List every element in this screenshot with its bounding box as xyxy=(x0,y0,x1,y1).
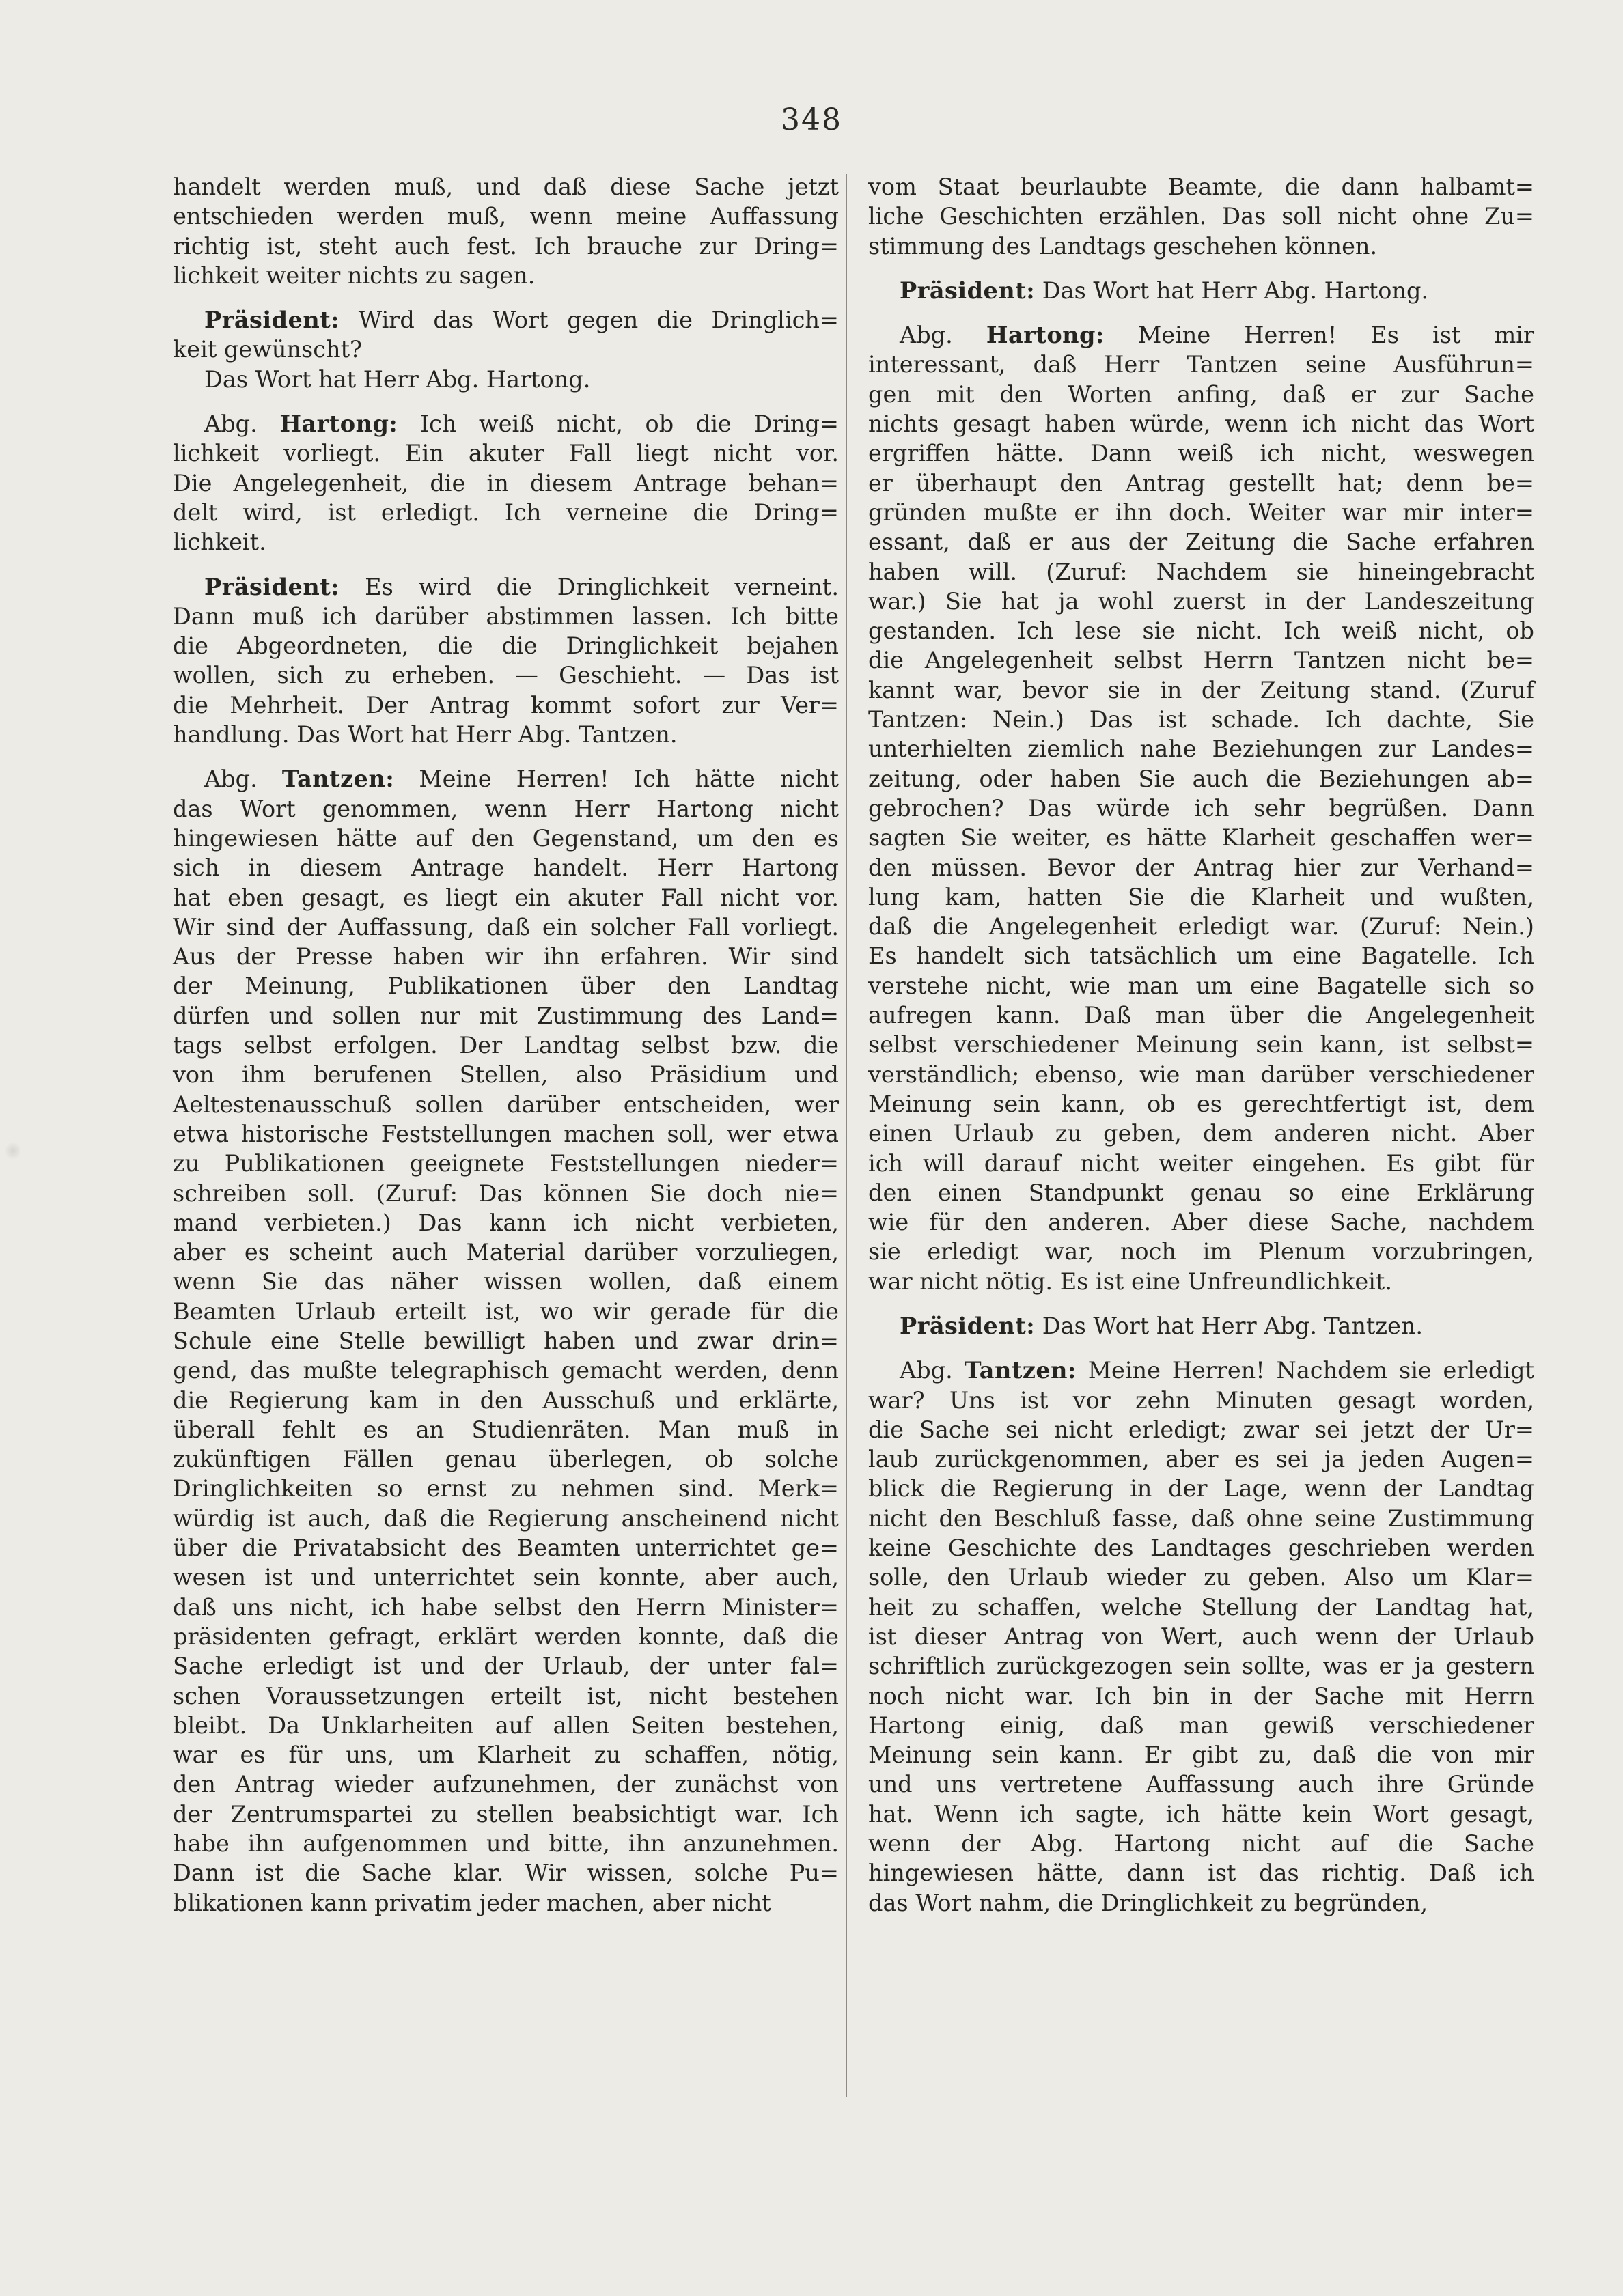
text-line: Aus der Presse haben wir ihn erfahren. Wir sind xyxy=(173,943,839,970)
text-line: lung kam, hatten Sie die Klarheit und wußten, xyxy=(868,883,1534,910)
text-line: sie erledigt war, noch im Plenum vorzubringen, xyxy=(868,1238,1534,1265)
text-line: gebrochen? Das würde ich sehr begrüßen. Dann xyxy=(868,794,1534,822)
text-line: präsidenten gefragt, erklärt werden konnte, daß die xyxy=(173,1623,839,1650)
text-paragraph xyxy=(173,365,839,394)
text-line: gend, das mußte telegraphisch gemacht werden, denn xyxy=(173,1357,839,1384)
text-line: war? Uns ist vor zehn Minuten gesagt worden, xyxy=(868,1386,1534,1414)
speech-paragraph xyxy=(173,409,839,557)
text-line xyxy=(173,305,839,335)
text-line: nicht den Beschluß fasse, daß ohne seine Zustimmung xyxy=(868,1504,1534,1532)
text-line: verstehe nicht, wie man um eine Bagatelle sich so xyxy=(868,972,1534,999)
text-line: von ihm berufenen Stellen, also Präsidium und xyxy=(173,1061,839,1089)
speech-paragraph xyxy=(868,1311,1534,1341)
text-line: lichkeit weiter nichts zu sagen. xyxy=(173,262,536,289)
text-line: haben will. (Zuruf: Nachdem sie hineingebracht xyxy=(868,558,1534,585)
text-line: dürfen und sollen nur mit Zustimmung des Land= xyxy=(173,1002,839,1029)
text-line: blick die Regierung in der Lage, wenn der Landtag xyxy=(868,1475,1534,1502)
text-line: ich will darauf nicht weiter eingehen. Es gibt für xyxy=(868,1149,1534,1177)
text-line: essant, daß er aus der Zeitung die Sache erfahren xyxy=(868,529,1534,556)
text-line: solle, den Urlaub wieder zu geben. Also um Klar= xyxy=(868,1564,1534,1591)
text-line xyxy=(868,1311,1534,1341)
text-line: entschieden werden muß, wenn meine Auffassung xyxy=(173,203,839,230)
text-line: laub zurückgenommen, aber es sei ja jeden Augen= xyxy=(868,1446,1534,1473)
text-line: handlung. Das Wort hat Herr Abg. Tantzen. xyxy=(173,721,678,748)
text-line xyxy=(868,276,1534,305)
text-line: bleibt. Da Unklarheiten auf allen Seiten bestehen, xyxy=(173,1711,839,1739)
text-line: über die Privatabsicht des Beamten unterrichtet ge= xyxy=(173,1535,839,1562)
text-line: hat eben gesagt, es liegt ein akuter Fall nicht vor. xyxy=(173,884,839,911)
text-line: schreiben soll. (Zuruf: Das können Sie doch nie= xyxy=(173,1179,839,1207)
text-line: Dringlichkeiten so ernst zu nehmen sind. Merk= xyxy=(173,1475,839,1502)
text-line: sagten Sie weiter, es hätte Klarheit geschaffen wer= xyxy=(868,824,1534,852)
text-line: daß uns nicht, ich habe selbst den Herrn Minister= xyxy=(173,1593,839,1621)
text-line: Es handelt sich tatsächlich um eine Bagatelle. Ich xyxy=(868,942,1534,970)
text-line: lichkeit vorliegt. Ein akuter Fall liegt nicht vor. xyxy=(173,440,839,467)
text-line: richtig ist, steht auch fest. Ich brauche zur Dring= xyxy=(173,232,839,260)
text-line: den müssen. Bevor der Antrag hier zur Verhand= xyxy=(868,854,1534,881)
text-line: die Angelegenheit selbst Herrn Tantzen nicht be= xyxy=(868,647,1534,674)
text-line xyxy=(173,572,839,602)
text-line: er überhaupt den Antrag gestellt hat; denn be= xyxy=(868,469,1534,496)
text-line: noch nicht war. Ich bin in der Sache mit Herrn xyxy=(868,1682,1534,1709)
text-line: aufregen kann. Daß man über die Angelegenheit xyxy=(868,1002,1534,1029)
text-line: zukünftigen Fällen genau überlegen, ob solche xyxy=(173,1446,839,1473)
text-line: hat. Wenn ich sagte, ich hätte kein Wort gesagt, xyxy=(868,1800,1534,1828)
text-line: unterhielten ziemlich nahe Beziehungen zur Landes= xyxy=(868,736,1534,763)
text-line: heit zu schaffen, welche Stellung der Landtag hat, xyxy=(868,1593,1534,1621)
text-line: Wir sind der Auffassung, daß ein solcher Fall vorliegt. xyxy=(173,913,839,940)
text-line: stimmung des Landtags geschehen können. xyxy=(868,232,1378,260)
text-line: ergriffen hätte. Dann weiß ich nicht, weswegen xyxy=(868,440,1534,467)
text-line: Tantzen: Nein.) Das ist schade. Ich dachte, Sie xyxy=(868,706,1534,733)
text-line: mand verbieten.) Das kann ich nicht verbieten, xyxy=(173,1209,839,1236)
text-line: der Meinung, Publikationen über den Landtag xyxy=(173,972,839,1000)
text-line: war es für uns, um Klarheit zu schaffen, nötig, xyxy=(173,1741,839,1769)
text-line: keine Geschichte des Landtages geschrieben werden xyxy=(868,1535,1534,1562)
text-line: einen Urlaub zu geben, dem anderen nicht. Aber xyxy=(868,1120,1534,1147)
text-line xyxy=(173,764,839,794)
text-line: etwa historische Feststellungen machen soll, wer etwa xyxy=(173,1120,839,1147)
text-line: wenn der Abg. Hartong nicht auf die Sache xyxy=(868,1830,1534,1858)
speaker-prefix: Abg. xyxy=(900,1357,953,1384)
text-line: würdig ist auch, daß die Regierung anscheinend nicht xyxy=(173,1504,839,1532)
speech-text: Das Wort hat Herr Abg. Hartong. xyxy=(1042,277,1429,304)
text-line: hingewiesen hätte auf den Gegenstand, um den es xyxy=(173,824,839,852)
text-line: der Zentrumspartei zu stellen beabsichtigt war. Ich xyxy=(173,1800,839,1828)
speech-text: Meine Herren! Ich hätte nicht xyxy=(419,766,839,793)
text-line: verständlich; ebenso, wie man darüber verschiedener xyxy=(868,1061,1534,1088)
text-line: gründen mußte er ihn doch. Weiter war mir inter= xyxy=(868,499,1534,526)
text-line: Beamten Urlaub erteilt ist, wo wir gerade für die xyxy=(173,1298,839,1325)
speaker-name: Präsident: xyxy=(900,1312,1036,1339)
text-line: delt wird, ist erledigt. Ich verneine die Dring= xyxy=(173,499,839,526)
text-line: die Regierung kam in den Ausschuß und erklärte, xyxy=(173,1386,839,1414)
speaker-prefix: Abg. xyxy=(204,410,258,438)
text-line: Aeltestenausschuß sollen darüber entscheiden, wer xyxy=(173,1091,839,1118)
speaker-name: Präsident: xyxy=(900,277,1036,304)
text-line xyxy=(868,320,1534,350)
text-line: das Wort genommen, wenn Herr Hartong nicht xyxy=(173,795,839,822)
text-paragraph xyxy=(173,172,839,290)
page-number: 348 xyxy=(781,102,842,137)
text-line: den einen Standpunkt genau so eine Erklärung xyxy=(868,1179,1534,1206)
text-line: ist dieser Antrag von Wert, auch wenn der Urlaub xyxy=(868,1623,1534,1650)
text-line: aber es scheint auch Material darüber vorzuliegen, xyxy=(173,1239,839,1266)
text-line: den Antrag wieder aufzunehmen, der zunächst von xyxy=(173,1771,839,1798)
text-line: nichts gesagt haben würde, wenn ich nicht das Wort xyxy=(868,410,1534,438)
text-line: vom Staat beurlaubte Beamte, die dann halbamt= xyxy=(868,173,1534,200)
text-line: tags selbst erfolgen. Der Landtag selbst bzw. die xyxy=(173,1032,839,1059)
speaker-name: Hartong: xyxy=(279,410,398,438)
text-line: wenn Sie das näher wissen wollen, daß einem xyxy=(173,1268,839,1296)
text-paragraph xyxy=(868,172,1534,261)
text-line: schen Voraussetzungen erteilt ist, nicht bestehen xyxy=(173,1682,839,1709)
text-line: Dann ist die Sache klar. Wir wissen, solche Pu= xyxy=(173,1860,839,1887)
text-line: lichkeit. xyxy=(173,529,266,556)
speech-paragraph xyxy=(868,1356,1534,1918)
text-line: keit gewünscht? xyxy=(173,336,362,363)
text-line: gen mit den Worten anfing, daß er zur Sache xyxy=(868,380,1534,408)
text-line: liche Geschichten erzählen. Das soll nicht ohne Zu= xyxy=(868,203,1534,230)
text-line: und uns vertretene Auffassung auch ihre Gründe xyxy=(868,1771,1534,1798)
text-line: kannt war, bevor sie in der Zeitung stand. (Zuruf xyxy=(868,676,1534,703)
text-line: daß die Angelegenheit erledigt war. (Zuruf: Nein.) xyxy=(868,913,1534,940)
text-line: Dann muß ich darüber abstimmen lassen. Ich bitte xyxy=(173,602,839,630)
speech-text: Meine Herren! Es ist mir xyxy=(1137,322,1535,349)
speaker-name: Tantzen: xyxy=(281,766,395,793)
text-line: wesen ist und unterrichtet sein konnte, aber auch, xyxy=(173,1564,839,1591)
text-line xyxy=(868,1356,1534,1385)
text-line: Sache erledigt ist und der Urlaub, der unter fal= xyxy=(173,1653,839,1680)
speech-paragraph xyxy=(173,572,839,750)
text-line: Hartong einig, daß man gewiß verschiedener xyxy=(868,1711,1534,1739)
text-line: Meinung sein kann. Er gibt zu, daß die von mir xyxy=(868,1741,1534,1769)
text-line: Die Angelegenheit, die in diesem Antrage behan= xyxy=(173,469,839,496)
right-text-column xyxy=(868,172,1534,1918)
speaker-prefix: Abg. xyxy=(900,322,953,349)
speaker-name: Hartong: xyxy=(986,322,1105,349)
text-line: das Wort nahm, die Dringlichkeit zu begründen, xyxy=(868,1889,1428,1916)
text-line: war nicht nötig. Es ist eine Unfreundlichkeit. xyxy=(868,1268,1392,1295)
text-line: überall fehlt es an Studienräten. Man muß in xyxy=(173,1416,839,1443)
text-line: zeitung, oder haben Sie auch die Beziehungen ab= xyxy=(868,765,1534,792)
text-line: habe ihn aufgenommen und bitte, ihn anzunehmen. xyxy=(173,1830,839,1858)
speech-paragraph xyxy=(173,305,839,365)
text-line: selbst verschiedener Meinung sein kann, ist selbst= xyxy=(868,1031,1534,1059)
text-line: wie für den anderen. Aber diese Sache, nachdem xyxy=(868,1209,1534,1236)
speech-paragraph xyxy=(868,320,1534,1296)
text-line: zu Publikationen geeignete Feststellungen nieder= xyxy=(173,1150,839,1177)
text-line: gestanden. Ich lese sie nicht. Ich weiß nicht, ob xyxy=(868,617,1534,645)
text-line: handelt werden muß, und daß diese Sache jetzt xyxy=(173,173,839,200)
text-line: war.) Sie hat ja wohl zuerst in der Landeszeitung xyxy=(868,587,1534,615)
text-line: schriftlich zurückgezogen sein sollte, was er ja gestern xyxy=(868,1653,1534,1680)
speaker-prefix: Abg. xyxy=(204,766,258,793)
text-line: die Sache sei nicht erledigt; zwar sei jetzt der Ur= xyxy=(868,1416,1534,1443)
speech-text: Wird das Wort gegen die Dringlich= xyxy=(358,307,840,334)
paper-blemish xyxy=(5,1140,20,1161)
text-line: Schule eine Stelle bewilligt haben und zwar drin= xyxy=(173,1327,839,1354)
text-line: wollen, sich zu erheben. — Geschieht. — Das ist xyxy=(173,662,839,689)
column-divider xyxy=(846,174,847,2097)
text-line: Meinung sein kann, ob es gerechtfertigt ist, dem xyxy=(868,1090,1534,1117)
speech-text: Es wird die Dringlichkeit verneint. xyxy=(365,573,839,600)
speech-text: Das Wort hat Herr Abg. Tantzen. xyxy=(1042,1312,1424,1339)
speech-text: Ich weiß nicht, ob die Dring= xyxy=(419,410,839,438)
speech-paragraph xyxy=(173,764,839,1918)
speech-paragraph xyxy=(868,276,1534,305)
speech-text: Meine Herren! Nachdem sie erledigt xyxy=(1087,1357,1534,1384)
text-line: sich in diesem Antrage handelt. Herr Hartong xyxy=(173,854,839,882)
text-line: interessant, daß Herr Tantzen seine Ausführun= xyxy=(868,351,1534,378)
text-line xyxy=(173,409,839,438)
text-line: die Abgeordneten, die die Dringlichkeit bejahen xyxy=(173,632,839,660)
speaker-name: Tantzen: xyxy=(964,1357,1077,1384)
left-text-column xyxy=(173,172,839,1918)
text-line: die Mehrheit. Der Antrag kommt sofort zur Ver= xyxy=(173,691,839,718)
text-line: Das Wort hat Herr Abg. Hartong. xyxy=(204,365,591,393)
text-line: hingewiesen hätte, dann ist das richtig. Daß ich xyxy=(868,1860,1534,1887)
text-line: blikationen kann privatim jeder machen, aber nicht xyxy=(173,1889,771,1916)
speaker-name: Präsident: xyxy=(204,573,340,600)
speaker-name: Präsident: xyxy=(204,307,340,334)
